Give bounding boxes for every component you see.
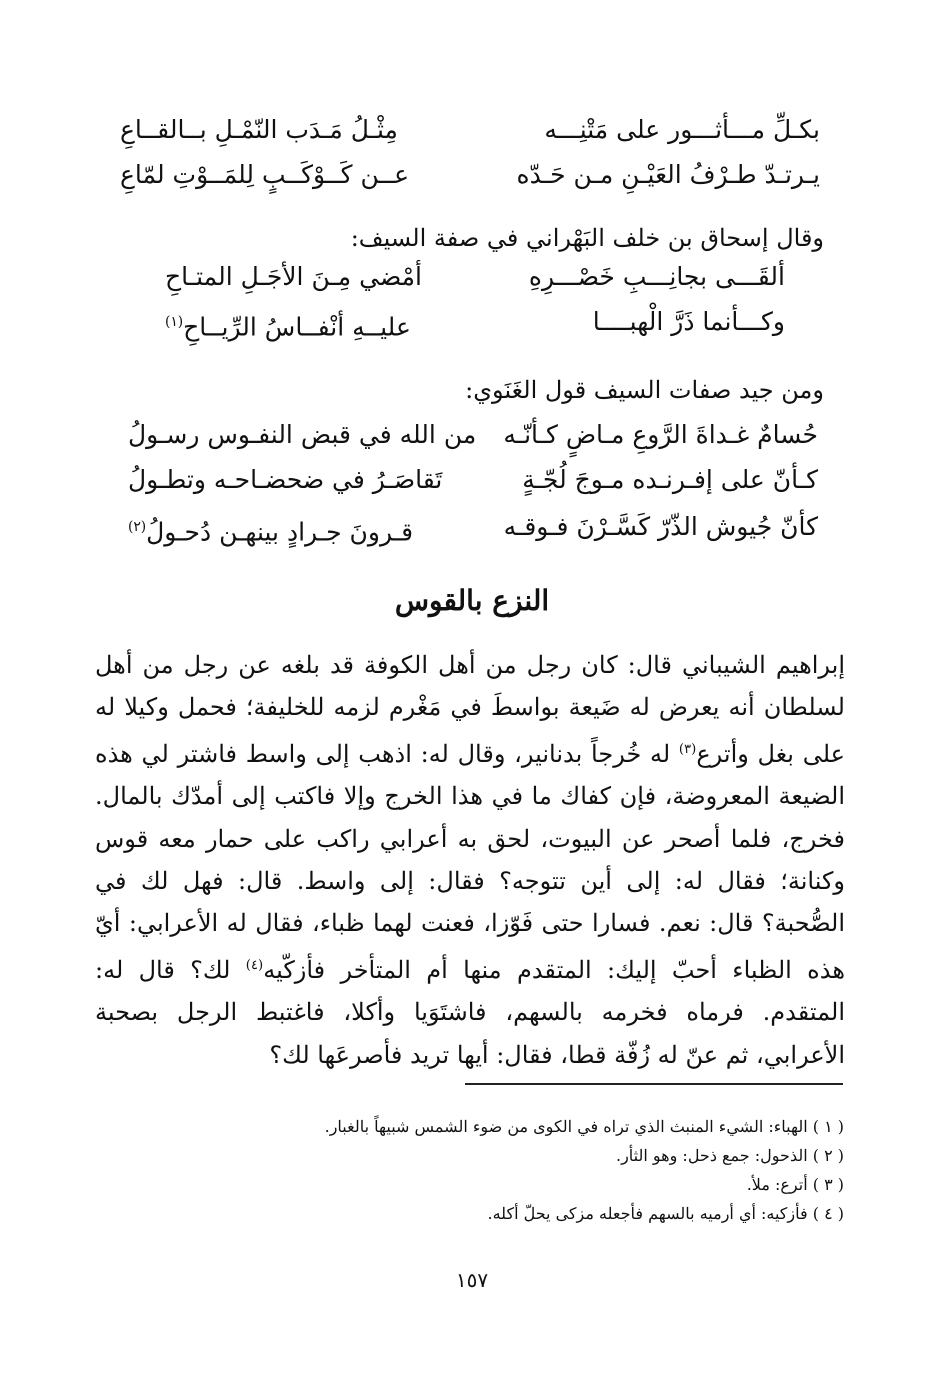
verse-line xyxy=(128,458,818,502)
verse-line xyxy=(165,255,785,299)
footnote-marker: (٣) xyxy=(678,741,697,757)
poem-introduction: وقال إسحاق بن خلف البَهْراني في صفة السيف: xyxy=(350,224,824,252)
footnote: ( ٣ ) أترع: ملأ. xyxy=(746,1175,844,1194)
footnote: ( ٢ ) الذحول: جمع ذحل: وهو الثأر. xyxy=(615,1146,844,1165)
prose-text: له خُرجاً بدنانير، وقال له: اذهب إلى واسط فاشتر لي هذه الضيعة المعروضة، فإن كفاك ما في هذا الخرج وإلا فاكتب إلى أمدّك بالمال. فخرج، فلما أصحر عن البيوت، لحق به أعرابي راكب على حمار معه قوس وكنانة؛ فقال له: إلى أين تتوجه؟ فقال: إلى واسط. قال: فهل لك في الصُّحبة؟ قال: نعم. فسارا حتى فَوّزا، فعنت لهما ظباء، فقال له الأعرابي: أيّ هذه الظباء أحبّ إليك: المتقدم منها أم المتأخر فأزكّيه xyxy=(95,739,845,984)
verse-hemistich-right: وكـــأنما ذَرَّ الْهبــــا xyxy=(592,307,785,336)
section-heading: النزع بالقوس xyxy=(394,584,550,617)
verse-hemistich-left xyxy=(165,300,411,349)
footnotes xyxy=(104,1112,844,1228)
prose-paragraph xyxy=(95,644,845,1076)
verse-line xyxy=(128,413,818,457)
verse-hemistich-right: كـأنّ على إفـرنـده مـوجَ لُجّـةٍ xyxy=(522,465,818,494)
footnote-marker: (١) xyxy=(165,314,184,330)
footnote-marker: (٤) xyxy=(245,957,264,973)
verse-hemistich-right: يـرتـدّ طـرْفُ العَيْـنِ مـن حَـدّه xyxy=(516,160,820,189)
page-number: ١٥٧ xyxy=(455,1268,489,1292)
verse-hemistich-right: كأنّ جُيوش الذّرّ كَسَّـرْنَ فـوقـه xyxy=(503,512,818,541)
prose-text: إبراهيم الشيباني قال: كان رجل من أهل الكوفة قد بلغه عن رجل من أهل لسلطان أنه يعرض له ضَيعة بواسطَ في مَغْرم لزمه للخليفة؛ فحمل وكيلا له على بغل وأترع xyxy=(95,651,845,768)
verse-line xyxy=(120,153,820,197)
verse-hemistich-left: من الله في قبض النفـوس رسـولُ xyxy=(128,420,477,449)
verse-line xyxy=(120,108,820,152)
verse-text: قـرونَ جـرادٍ بينهـن دُحـولُ xyxy=(146,517,414,547)
verse-hemistich-left xyxy=(128,505,413,554)
footnote-marker: (٢) xyxy=(128,519,147,535)
verse-hemistich-right: حُسامٌ غـداةَ الرَّوعِ مـاضٍ كـأنّـه xyxy=(503,420,818,449)
verse-line xyxy=(128,505,818,549)
verse-line xyxy=(165,300,785,344)
verse-hemistich-right: بكـلِّ مـــأثـــور على مَتْنِـــه xyxy=(544,115,820,144)
verse-hemistich-right: ألقَـــى بجانِـــبِ خَصْـــرِهِ xyxy=(528,262,785,291)
footnote: ( ٤ ) فأزكيه: أي أرميه بالسهم فأجعله مزكى يحلّ أكله. xyxy=(487,1204,844,1223)
verse-hemistich-left: عــن كَــوْكَــبٍ لِلمَــوْتِ لمّاعِ xyxy=(120,160,410,189)
verse-hemistich-left: مِثْـلُ مَـدَب النّمْـلِ بــالقــاعِ xyxy=(120,115,398,144)
poem-introduction: ومن جيد صفات السيف قول الغَنَوي: xyxy=(465,376,824,404)
verse-hemistich-left: تَقاصَـرُ في ضحضـاحـه وتطـولُ xyxy=(128,465,443,494)
footnote: ( ١ ) الهباء: الشيء المنبث الذي تراه في الكوى من ضوء الشمس شبيهاً بالغبار. xyxy=(324,1117,844,1136)
prose-body xyxy=(95,644,845,1076)
verse-text: عليــهِ أنْفــاسُ الرِّيــاحِ xyxy=(183,312,411,342)
prose-text: لك؟ قال له: المتقدم. فرماه فخرمه بالسهم، فاشتَوَيا وأكلا، فاغتبط الرجل بصحبة الأعرابي، ثم عنّ له زُفّة قطا، فقال: أيها تريد فأصرعَها لك؟ xyxy=(95,955,845,1069)
footnote-separator xyxy=(465,1083,843,1085)
verse-hemistich-left: أمْضي مِـنَ الأجَـلِ المتـاحِ xyxy=(165,262,422,291)
